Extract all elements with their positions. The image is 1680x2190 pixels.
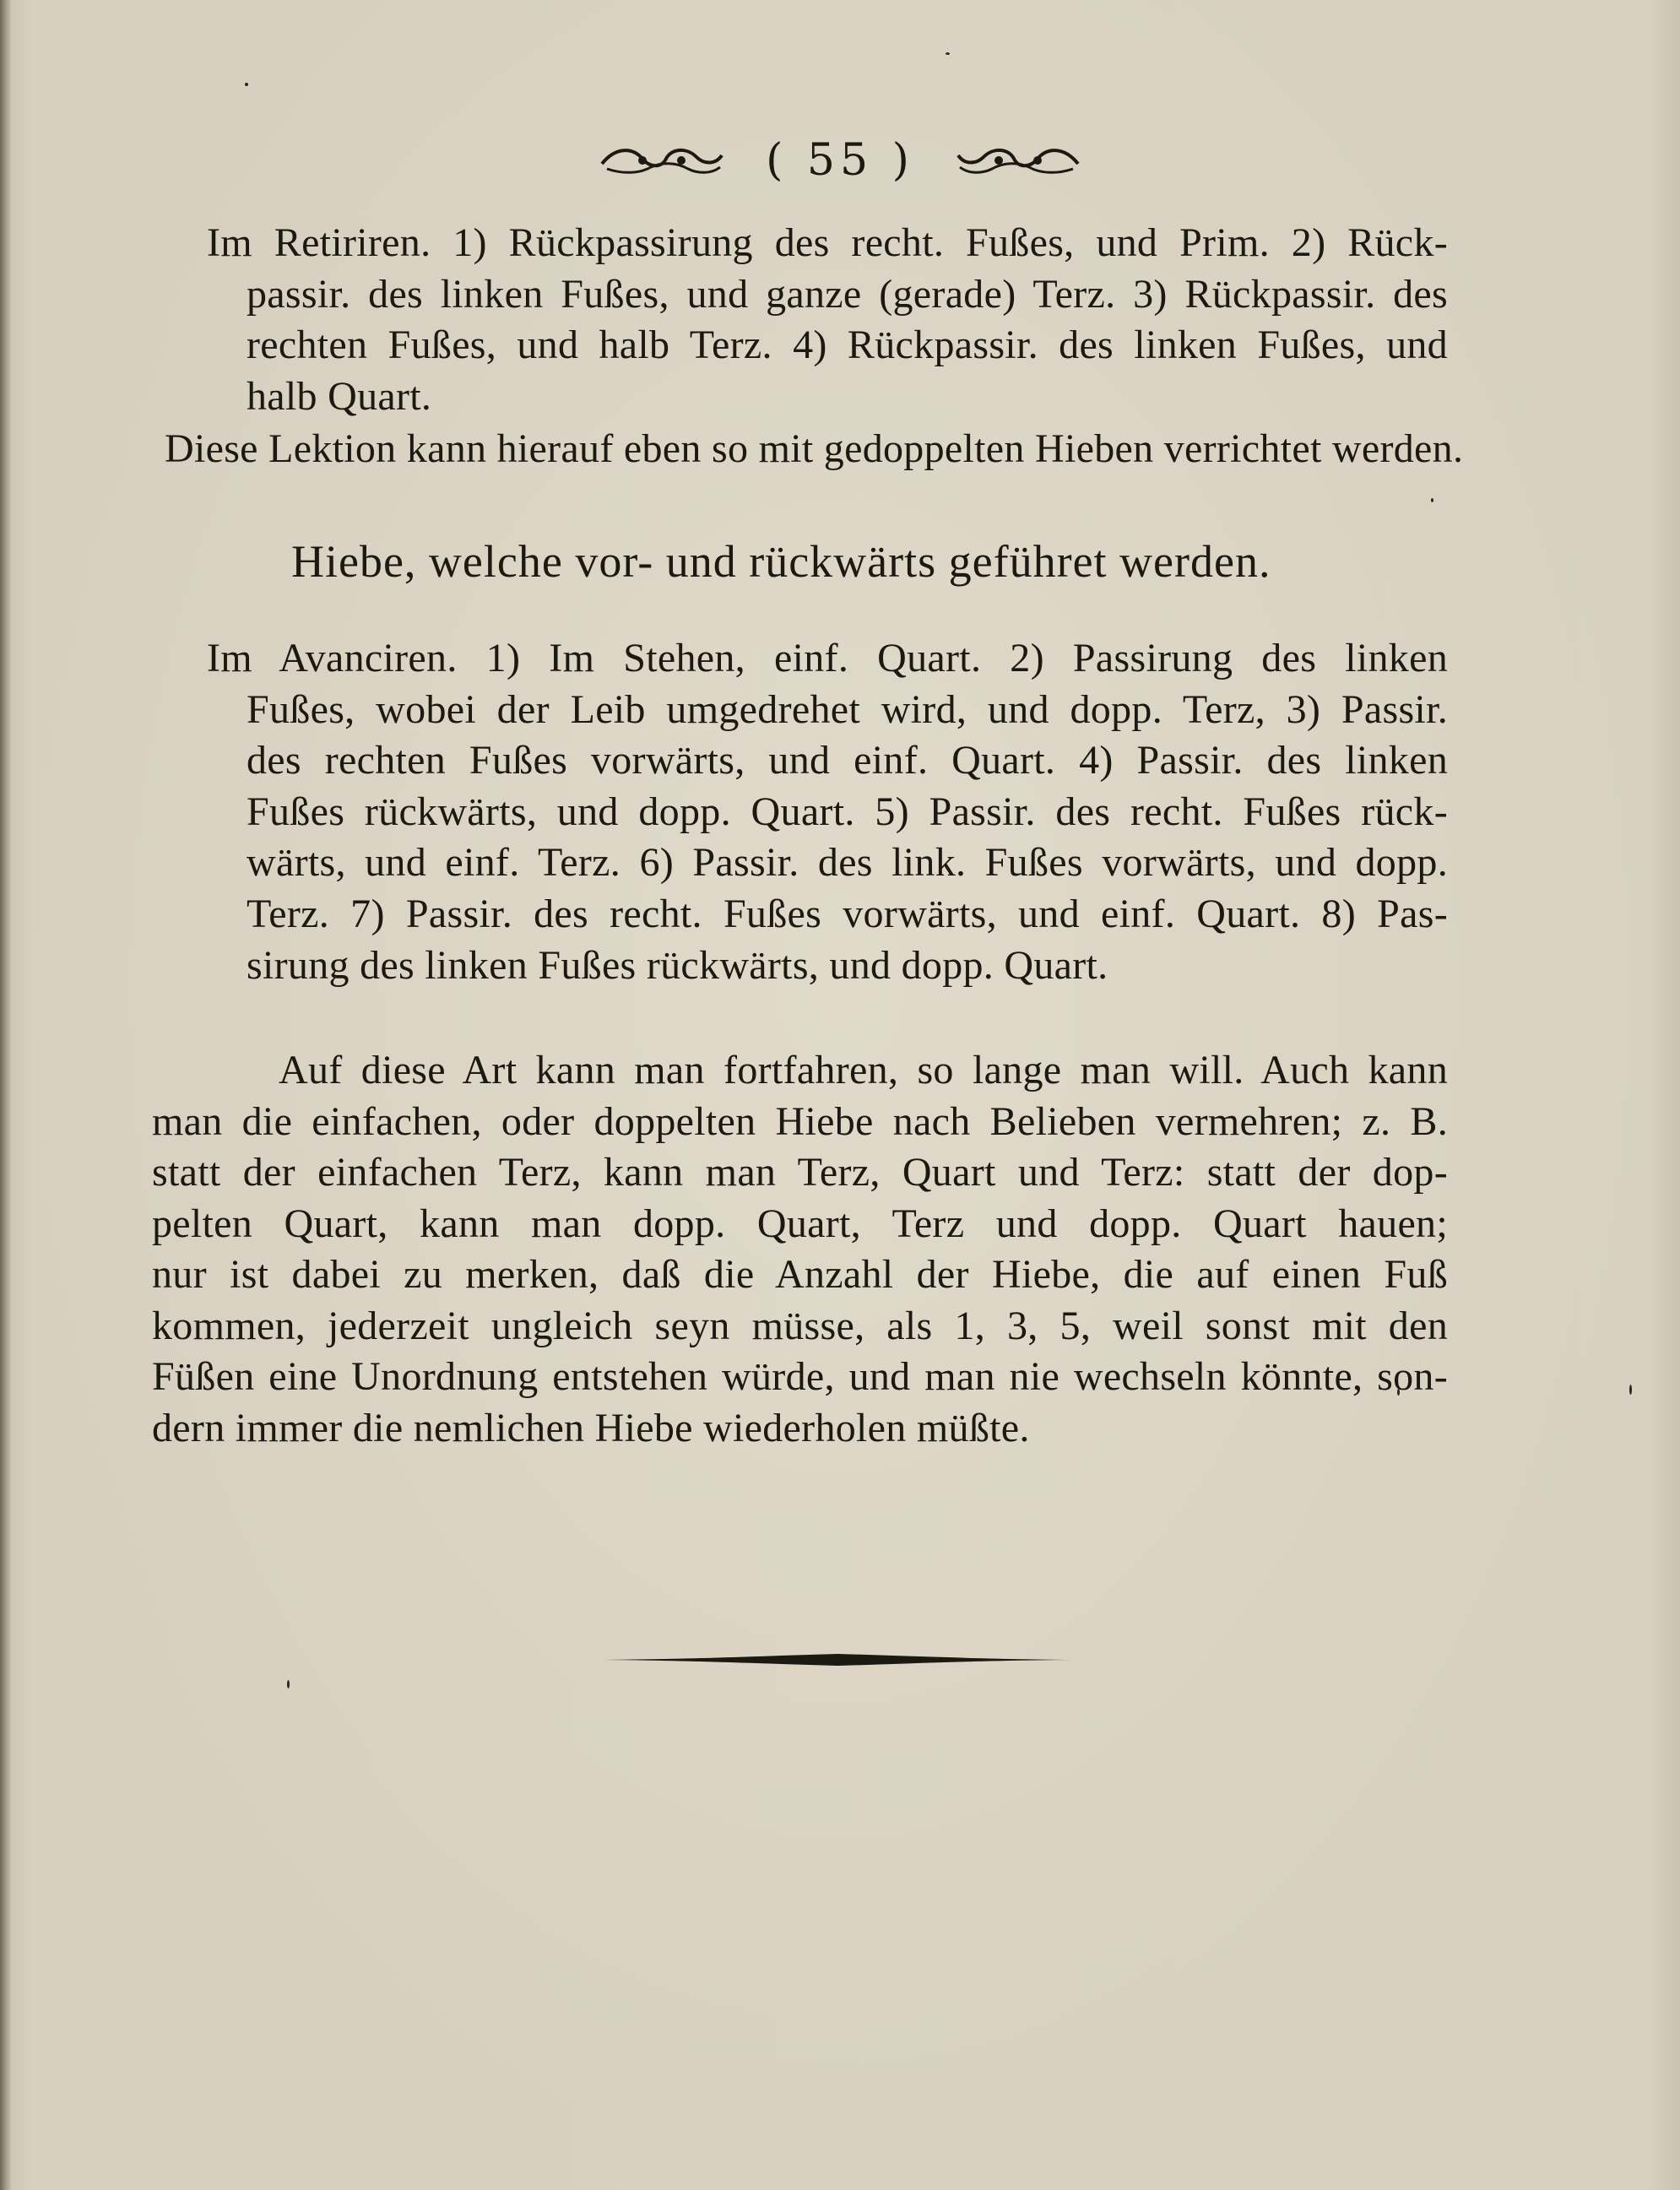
text-line: Fußes rückwärts, und dopp. Quart. 5) Passir. des recht. Fußes rück- bbox=[247, 789, 1448, 834]
paragraph-retiriren bbox=[207, 218, 1448, 422]
paper-speck bbox=[1629, 1385, 1632, 1395]
text-line: Im Avanciren. 1) Im Stehen, einf. Quart. 2) Passirung des linken bbox=[207, 636, 1448, 680]
paper-speck bbox=[287, 1680, 290, 1689]
page-spine-shadow bbox=[0, 0, 12, 2190]
text-line: dern immer die nemlichen Hiebe wiederholen müßte. bbox=[152, 1405, 1030, 1450]
ornament-icon bbox=[599, 144, 725, 177]
paragraph-lektion bbox=[165, 424, 1482, 475]
text-line: pelten Quart, kann man dopp. Quart, Terz und dopp. Quart hauen; bbox=[152, 1201, 1448, 1246]
text-line: Diese Lektion kann hierauf eben so mit gedoppelten Hieben verrichtet werden. bbox=[165, 426, 1464, 471]
paper-speck bbox=[1431, 498, 1433, 502]
text-line: Auf diese Art kann man fortfahren, so lange man will. Auch kann bbox=[279, 1048, 1448, 1092]
text-line: des rechten Fußes vorwärts, und einf. Quart. 4) Passir. des linken bbox=[247, 738, 1448, 783]
ornament-icon bbox=[955, 144, 1081, 177]
paragraph-fortfahren bbox=[152, 1045, 1448, 1454]
text-line: Im Retiriren. 1) Rückpassirung des recht. Fußes, und Prim. 2) Rück- bbox=[207, 220, 1448, 265]
page-number: ( 55 ) bbox=[766, 135, 914, 186]
text-line: rechten Fußes, und halb Terz. 4) Rückpassir. des linken Fußes, und bbox=[247, 323, 1448, 368]
page-header bbox=[0, 127, 1680, 194]
section-heading: Hiebe, welche vor- und rückwärts geführet werden. bbox=[291, 536, 1271, 587]
text-line: man die einfachen, oder doppelten Hiebe nach Belieben vermehren; z. B. bbox=[152, 1098, 1448, 1144]
paper-speck bbox=[245, 83, 248, 86]
text-line: nur ist dabei zu merken, daß die Anzahl der Hiebe, die auf einen Fuß bbox=[152, 1252, 1448, 1297]
text-line: sirung des linken Fußes rückwärts, und dopp. Quart. bbox=[247, 942, 1108, 988]
text-line: wärts, und einf. Terz. 6) Passir. des link. Fußes vorwärts, und dopp. bbox=[247, 840, 1448, 886]
text-line: passir. des linken Fußes, und ganze (gerade) Terz. 3) Rückpassir. des bbox=[247, 271, 1448, 317]
text-line: kommen, jederzeit ungleich seyn müsse, als 1, 3, 5, weil sonst mit den bbox=[152, 1303, 1448, 1348]
text-line: statt der einfachen Terz, kann man Terz, Quart und Terz: statt der dop- bbox=[152, 1150, 1448, 1195]
text-line: halb Quart. bbox=[247, 373, 432, 419]
text-line: Terz. 7) Passir. des recht. Fußes vorwärts, und einf. Quart. 8) Pas- bbox=[247, 891, 1448, 936]
paragraph-avanciren bbox=[207, 633, 1448, 991]
text-line: Fußes, wobei der Leib umgedrehet wird, und dopp. Terz, 3) Passir. bbox=[247, 686, 1448, 732]
text-line: Füßen eine Unordnung entstehen würde, und man nie wechseln könnte, son- bbox=[152, 1354, 1448, 1399]
closing-rule bbox=[604, 1651, 1072, 1669]
paper-speck bbox=[946, 52, 950, 55]
